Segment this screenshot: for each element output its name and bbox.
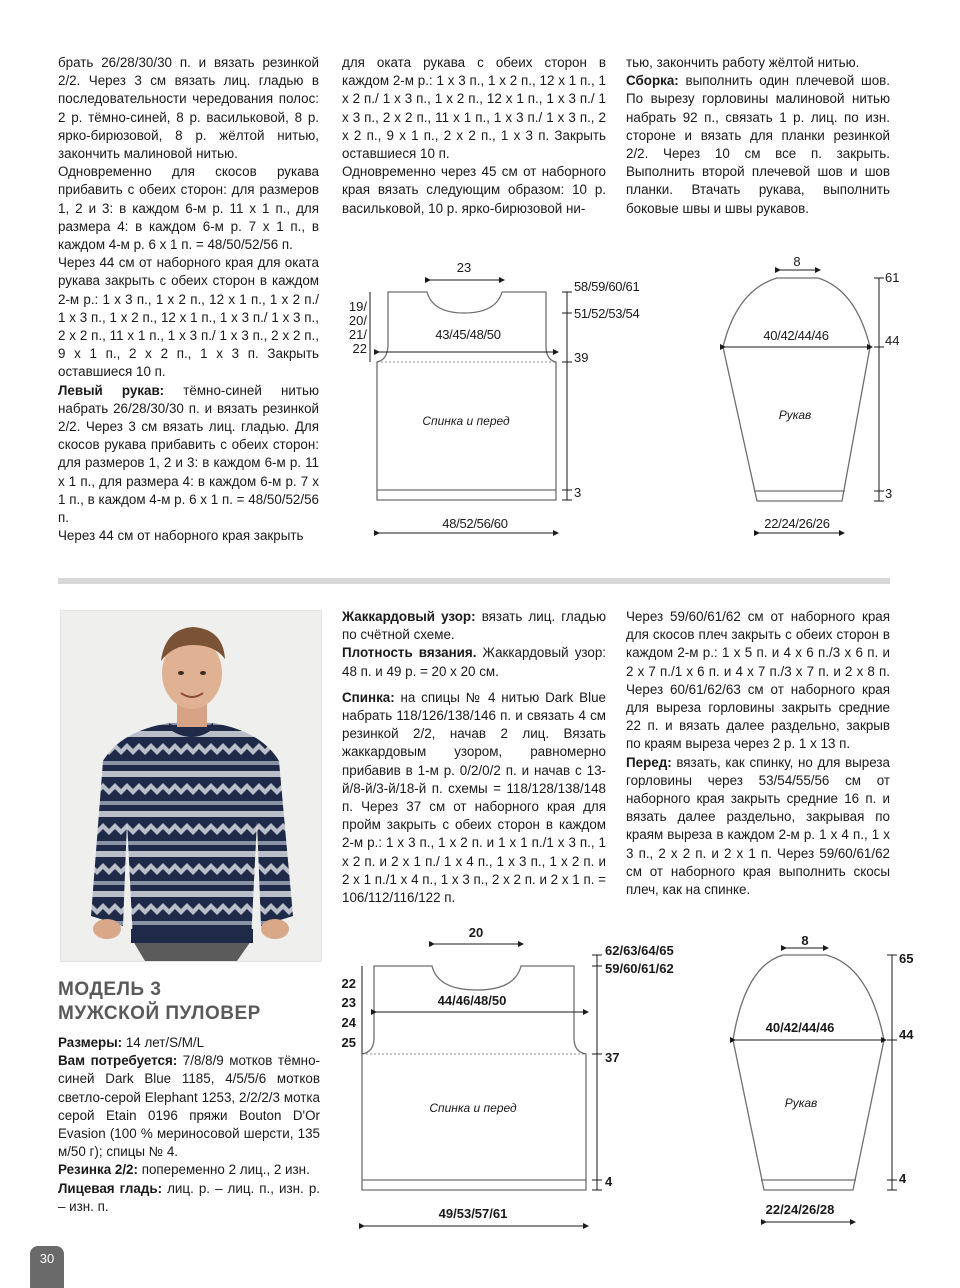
paragraph: брать 26/28/30/30 п. и вязать резинкой 2/2. Через 3 см вязать лиц. гладью в последовательности чередования полос: 2 р. тёмно-синей, 8 р. васильковой, 8 р. ярко-бирюзовой, 8 р. жёлтой нитью, закончить малиновой нитью.	[58, 55, 319, 162]
bottom-column-2	[342, 608, 606, 907]
paragraph: Левый рукав: тёмно-синей нитью набрать 26/28/30/30 п. и вязать резинкой 2/2. Через 3 см вязать лиц. гладью. Для скосов рукава прибавить с обеих сторон: для размеров 1, 2 и 3: в каждом 6-м р. 11 х 1 п., для размера 4: в каждом 6-м р. 7 х 1 п., в каждом 4-м р. 6 х 1 п. = 48/50/52/56 п.	[58, 382, 319, 526]
dim-height-total: 58/59/60/61	[574, 279, 640, 294]
dim-sleeve-cap: 44	[885, 333, 900, 348]
dim-armhole: 23	[341, 995, 356, 1010]
diagram-caption: Спинка и перед	[429, 1101, 517, 1115]
bottom-sleeve-schematic	[733, 955, 884, 1190]
paragraph: Размеры: 14 лет/S/M/L	[58, 1035, 205, 1050]
model-photo	[60, 610, 322, 962]
model-number: МОДЕЛЬ 3	[58, 979, 162, 1000]
paragraph: Перед: вязать, как спинку, но для выреза горловины через 53/54/55/56 см от наборного края закрыть средние 16 п. и вязать далее раздельно, закрывая по краям выреза в каждом 2-м р. 1 х 4 п., 1 х 3 п., 2 х 2 п. и 2 х 1 п. Через 59/60/61/62 см от наборного края выполнить скосы плеч, как на спинке.	[626, 754, 890, 898]
diagram-caption: Рукав	[784, 1096, 818, 1110]
dim-height-neck: 51/52/53/54	[574, 306, 640, 321]
section-heading: Резинка 2/2:	[58, 1162, 138, 1178]
top-body-dimensions	[370, 280, 572, 533]
dim-height-armhole: 39	[574, 350, 589, 365]
section-heading: Размеры:	[58, 1035, 123, 1050]
dim-sleeve-width: 40/42/44/46	[763, 328, 829, 343]
model-title	[58, 978, 261, 1026]
dim-sleeve-top: 8	[801, 933, 809, 948]
dim-sleeve-width: 40/42/44/46	[765, 1020, 835, 1035]
dim-sleeve-total: 65	[899, 951, 914, 966]
paragraph: Через 59/60/61/62 см от наборного края для скосов плеч закрыть с обеих сторон в каждом 2-м р.: 1 х 5 п. и 4 х 6 п./3 х 6 п. и 2 х 7 п./1 х 6 п. и 4 х 7 п./3 х 7 п. и 2 х 8 п. Через 60/61/62/63 см от наборного края для выреза горловины закрыть средние 22 п. и вязать далее раздельно, закрыв по краям выреза через 2 р. 1 х 13 п.	[626, 609, 890, 752]
dim-neck: 20	[468, 925, 484, 940]
paragraph: Вам потребуется: 7/8/8/9 мотков тёмно-синей Dark Blue 1185, 4/5/5/6 мотков светло-серой Elephant 1253, 2/2/2/3 мотка серой Etain 0196 пряжи Bouton D'Or Evasion (100 % мериносовой шерсти, 135 м/50 г); спицы № 4.	[58, 1053, 320, 1160]
paragraph: Спинка: на спицы № 4 нитью Dark Blue набрать 118/126/138/146 п. и связать 4 см резинкой 2/2, начав 2 лиц. Вязать жаккардовым узором, равномерно прибавив в 1-м р. 0/2/0/2 п. и начав с 13-й/8-й/3-й/18-й п. схемы = 118/128/138/148 п. Через 37 см от наборного края для пройм закрыть с обеих сторон в каждом 2-м р.: 1 х 3 п., 1 х 2 п. и 1 х 1 п./1 х 3 п., 1 х 2 п. и 2 х 1 п./ 1 х 4 п., 1 х 3 п., 1 х 2 п. и 2 х 1 п./1 х 4 п., 1 х 3 п., 2 х 2 п. и 2 х 1 п. = 106/112/116/122 п.	[342, 689, 606, 906]
dim-height-armhole: 37	[605, 1050, 620, 1065]
dim-neck: 23	[456, 260, 472, 275]
paragraph: для оката рукава с обеих сторон в каждом 2-м р.: 1 х 3 п., 1 х 2 п., 12 х 1 п., 1 х 2 п./ 1 х 3 п., 1 х 2 п., 12 х 1 п., 1 х 3 п./ 1 х 3 п., 2 х 2 п., 11 х 1 п., 1 х 3 п./ 1 х 3 п., 2 х 2 п., 9 х 1 п., 2 х 2 п., 1 х 3 п. Закрыть оставшиеся 10 п.	[342, 55, 606, 162]
section-divider	[58, 578, 890, 584]
dim-chest: 43/45/48/50	[435, 327, 501, 342]
section-heading: Сборка:	[626, 73, 679, 89]
paragraph: Резинка 2/2: попеременно 2 лиц., 2 изн.	[58, 1162, 310, 1178]
bottom-sleeve-dimensions	[733, 948, 897, 1222]
section-heading: Спинка:	[342, 689, 395, 705]
paragraph: Плотность вязания. Жаккардовый узор: 48 п. и 49 р. = 20 х 20 см.	[342, 645, 607, 679]
diagram-caption: Рукав	[778, 408, 812, 422]
dim-chest: 44/46/48/50	[437, 993, 507, 1008]
model-photo-illustration	[61, 611, 321, 961]
diagram-caption: Спинка и перед	[422, 414, 510, 428]
section-heading: Лицевая гладь:	[58, 1180, 163, 1196]
dim-rib: 4	[605, 1174, 613, 1189]
top-body-schematic	[377, 292, 556, 500]
page-number: 30	[30, 1246, 64, 1288]
paragraph: Одновременно через 45 см от наборного края вязать следующим образом: 10 р. васильковой, 10 р. ярко-бирюзовой ни-	[342, 164, 606, 216]
dim-sleeve-cap: 44	[899, 1027, 914, 1042]
dim-height-neck: 59/60/61/62	[605, 961, 674, 976]
paragraph: Одновременно для скосов рукава прибавить с обеих сторон: для размеров 1, 2 и 3: в каждом 6-м р. 11 х 1 п., для размера 4: в каждом 6-м р. 7 х 1 п., в каждом 4-м р. 6 х 1 п. = 48/50/52/56 п.	[58, 164, 319, 253]
paragraph: Через 44 см от наборного края для оката рукава закрыть с обеих сторон в каждом 2-м р.: 1 х 3 п., 1 х 2 п., 12 х 1 п., 1 х 2 п./ 1 х 3 п., 1 х 2 п., 12 х 1 п., 1 х 3 п./ 1 х 3 п., 2 х 2 п., 11 х 1 п., 1 х 3 п./ 1 х 3 п., 2 х 2 п., 9 х 1 п., 2 х 2 п., 1 х 3 п. Закрыть оставшиеся 10 п.	[58, 255, 319, 380]
bottom-column-3	[626, 608, 890, 899]
section-heading: Перед:	[626, 754, 672, 770]
bottom-body-dimensions	[362, 944, 602, 1226]
paragraph: Лицевая гладь: лиц. р. – лиц. п., изн. р. – изн. п.	[58, 1180, 320, 1214]
paragraph: Сборка: выполнить один плечевой шов. По вырезу горловины малиновой нитью набрать 92 п., связать 1 р. лиц. по изн. стороне и вязать для планки резинкой 2/2. Через 10 см все п. закрыть. Выполнить второй плечевой шов и шов планки. Втачать рукава, выполнить боковые швы и швы рукавов.	[626, 73, 890, 216]
dim-hem: 48/52/56/60	[442, 516, 508, 531]
section-heading: Плотность вязания.	[342, 645, 477, 661]
dim-armhole: 22	[352, 341, 367, 356]
top-sleeve-schematic	[723, 278, 870, 501]
dim-sleeve-cuff: 22/24/26/28	[765, 1202, 835, 1217]
dim-armhole: 25	[341, 1035, 356, 1050]
dim-hem: 49/53/57/61	[438, 1206, 508, 1221]
section-heading: Вам потребуется:	[58, 1053, 178, 1069]
section-heading: Левый рукав:	[58, 382, 165, 398]
dim-sleeve-top: 8	[793, 254, 801, 269]
paragraph: Жаккардовый узор: вязать лиц. гладью по счётной схеме.	[342, 609, 606, 643]
dim-sleeve-cuff: 22/24/26/26	[764, 516, 830, 531]
dim-sleeve-rib: 4	[899, 1171, 907, 1186]
paragraph: Через 44 см от наборного края закрыть	[58, 528, 304, 544]
dim-armhole: 21/	[348, 327, 367, 342]
dim-rib: 3	[574, 485, 582, 500]
dim-sleeve-total: 61	[885, 270, 900, 285]
dim-armhole: 24	[341, 1015, 356, 1030]
section-heading: Жаккардовый узор:	[342, 609, 476, 624]
paragraph: тью, закончить работу жёлтой нитью.	[626, 55, 860, 70]
bottom-column-1	[58, 1034, 320, 1216]
model-name: МУЖСКОЙ ПУЛОВЕР	[58, 1003, 261, 1024]
dim-sleeve-rib: 3	[885, 486, 893, 501]
dim-armhole: 19/	[348, 299, 367, 314]
dim-armhole: 22	[341, 976, 356, 991]
dim-armhole: 20/	[348, 313, 367, 328]
dim-height-total: 62/63/64/65	[605, 943, 674, 958]
